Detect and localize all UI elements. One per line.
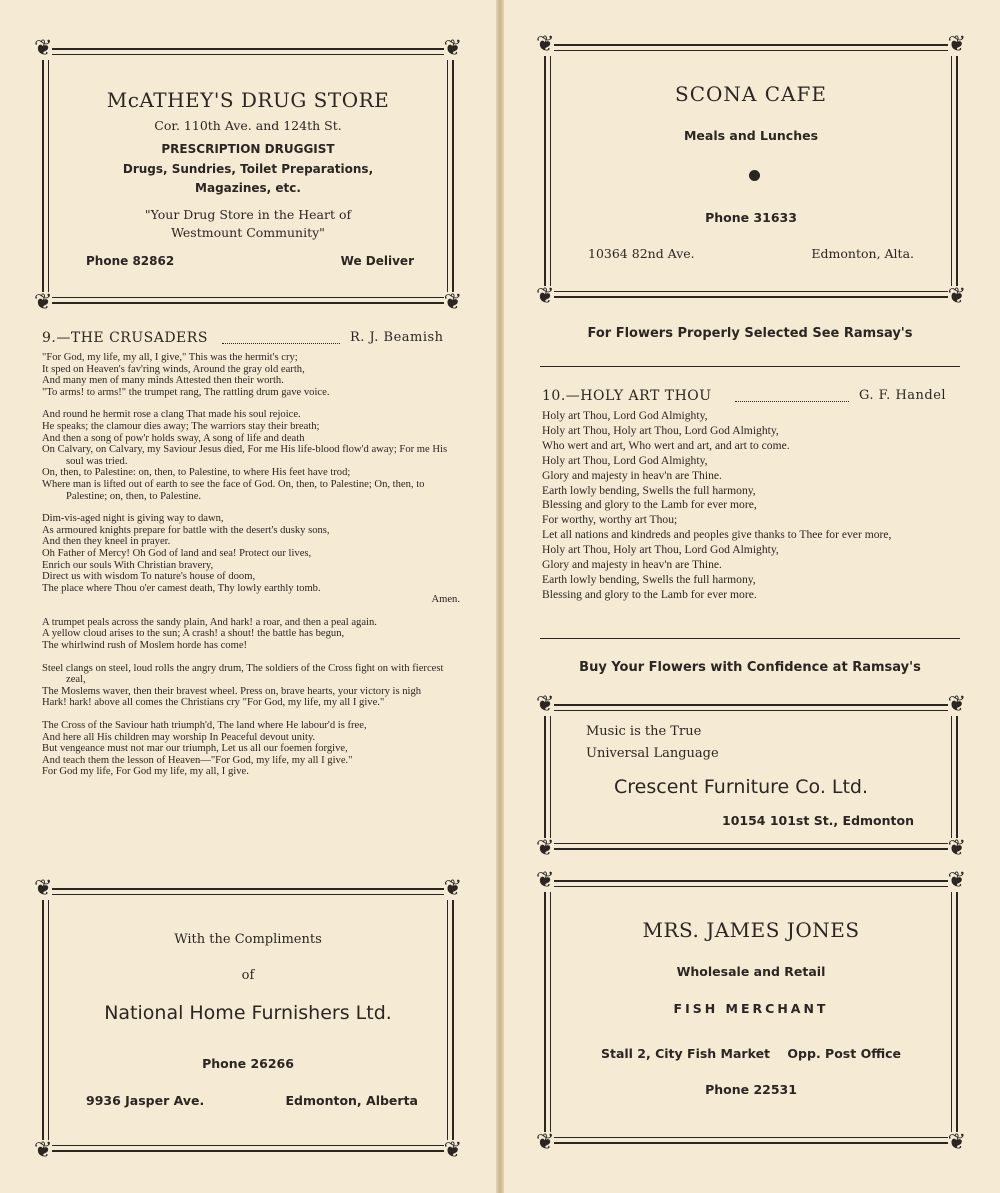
song-9-title: 9.—THE CRUSADERS — [42, 330, 208, 346]
lyric-line: Steel clangs on steel, loud rolls the angry drum, The soldiers of the Cross fight on with fiercest zeal, — [42, 662, 444, 686]
lyric-line: On Calvary, on Calvary, my Saviour Jesus died, For me His life-blood flow'd away; For me His soul was tried. — [42, 444, 448, 467]
stanza — [42, 720, 460, 778]
song-9-lyrics — [42, 352, 460, 789]
scona-name: SCONA CAFE — [675, 82, 827, 106]
compliments-of: of — [241, 968, 255, 983]
scona-ad — [536, 32, 966, 309]
lyric-line: Oh Father of Mercy! Oh God of land and sea! Protect our lives, — [42, 547, 312, 559]
lyric-line: Hark! hark! above all comes the Christians cry "For God, my life, my all I give." — [42, 697, 385, 709]
ramsay-ad-1: For Flowers Properly Selected See Ramsay's — [587, 326, 913, 341]
corner-ornament-icon: ❦ — [947, 284, 966, 309]
lyric-line: He speaks; the clamour dies away; The warriors stay their breath; — [42, 420, 320, 432]
corner-ornament-icon: ❦ — [34, 36, 53, 61]
corner-ornament-icon: ❦ — [443, 876, 462, 901]
song-9-author: R. J. Beamish — [350, 330, 444, 345]
title-leader-dots — [222, 343, 340, 344]
scona-phone: Phone 31633 — [705, 210, 797, 225]
lyric-line: Holy art Thou, Lord God Almighty, — [542, 453, 708, 467]
lyric-line: "To arms! to arms!" the trumpet rang, The rattling drum gave voice. — [42, 386, 330, 398]
store-slogan2: Westmount Community" — [171, 225, 325, 240]
lyric-line: It sped on Heaven's fav'ring winds, Around the gray old earth, — [42, 363, 305, 375]
lyric-line: The whirlwind rush of Moslem horde has come! — [42, 640, 248, 652]
jones-line1: Wholesale and Retail — [676, 964, 826, 979]
crescent-name: Crescent Furniture Co. Ltd. — [614, 776, 869, 798]
lyric-line: Glory and majesty in heav'n are Thine. — [542, 558, 722, 572]
divider — [540, 638, 960, 639]
store-line1: PRESCRIPTION DRUGGIST — [161, 142, 335, 156]
corner-ornament-icon: ❦ — [443, 36, 462, 61]
lyric-line: Let all nations and kindreds and peoples give thanks to Thee for ever more, — [542, 528, 892, 542]
ramsay-ad-2: Buy Your Flowers with Confidence at Ramsay's — [579, 660, 921, 675]
amen: Amen. — [431, 594, 460, 606]
corner-ornament-icon: ❦ — [536, 692, 555, 717]
lyric-line: And round he hermit rose a clang That made his soul rejoice. — [42, 409, 301, 421]
title-leader-dots — [735, 401, 849, 402]
store-line3: Magazines, etc. — [195, 181, 301, 195]
crescent-motto2: Universal Language — [586, 746, 719, 761]
national-phone: Phone 26266 — [202, 1056, 294, 1071]
store-name: McATHEY'S DRUG STORE — [106, 88, 390, 112]
store-slogan1: "Your Drug Store in the Heart of — [144, 207, 352, 222]
lyric-line: On, then, to Palestine: on, then, to Palestine, to where His feet have trod; — [42, 467, 351, 479]
lyric-line: And then a song of pow'r holds sway, A song of life and death — [42, 432, 305, 444]
lyric-line: Dim-vis-aged night is giving way to dawn, — [42, 513, 224, 525]
store-phone: Phone 82862 — [86, 254, 175, 268]
corner-ornament-icon: ❦ — [536, 1130, 555, 1155]
stanza — [42, 663, 460, 709]
scona-address: 10364 82nd Ave. — [588, 246, 695, 261]
lyric-line: "For God, my life, my all, I give," This was the hermit's cry; — [42, 352, 298, 363]
lyric-line: As armoured knights prepare for battle with the desert's dusky sons, — [42, 524, 330, 536]
lyric-line: Holy art Thou, Lord God Almighty, — [542, 409, 708, 422]
song-10-lyrics — [542, 409, 960, 603]
song-10-title: 10.—HOLY ART THOU — [542, 388, 712, 404]
national-address: 9936 Jasper Ave. — [86, 1093, 205, 1108]
scona-tagline: Meals and Lunches — [683, 128, 819, 143]
corner-ornament-icon: ❦ — [947, 836, 966, 861]
corner-ornament-icon: ❦ — [536, 836, 555, 861]
bullet-dot-icon — [749, 170, 760, 181]
store-address: Cor. 110th Ave. and 124th St. — [154, 118, 342, 133]
lyric-line: Direct us with wisdom To nature's house of doom, — [42, 571, 256, 583]
corner-ornament-icon: ❦ — [34, 876, 53, 901]
corner-ornament-icon: ❦ — [443, 290, 462, 315]
lyric-line: Blessing and glory to the Lamb for ever more. — [542, 587, 757, 601]
stanza — [42, 352, 460, 398]
corner-ornament-icon: ❦ — [947, 1130, 966, 1155]
lyric-line: A trumpet peals across the sandy plain, And hark! a roar, and then a peal again. — [42, 616, 377, 628]
lyric-line: And here all His children may worship In Peaceful devout unity. — [42, 731, 316, 743]
lyric-line: But vengeance must not mar our triumph, Let us all our foemen forgive, — [42, 743, 348, 755]
lyric-line: Who wert and art, Who wert and art, and art to come. — [542, 438, 790, 452]
crescent-address: 10154 101st St., Edmonton — [722, 813, 914, 828]
lyric-line: And teach them the lesson of Heaven—"For God, my life, my all I give." — [42, 754, 353, 766]
jones-name: MRS. JAMES JONES — [642, 918, 860, 942]
lyric-line: And many men of many minds Attested then their worth. — [42, 375, 284, 387]
lyric-line: For worthy, worthy art Thou; — [542, 513, 678, 527]
national-ad — [34, 876, 462, 1163]
jones-phone: Phone 22531 — [705, 1082, 797, 1097]
page-gutter — [496, 0, 504, 1193]
lyric-line: The Moslems waver, then their bravest wheel. Press on, brave hearts, your victory is nigh — [42, 685, 422, 697]
lyric-line: Earth lowly bending, Swells the full harmony, — [542, 572, 756, 586]
stanza — [42, 513, 460, 594]
lyric-line: Glory and majesty in heav'n are Thine. — [542, 468, 722, 482]
divider — [540, 366, 960, 367]
song-10-author: G. F. Handel — [859, 388, 947, 403]
lyric-line: And then they kneel in prayer. — [42, 536, 171, 548]
lyric-line: The place where Thou o'er camest death, Thy lowly earthly tomb. — [42, 582, 321, 594]
jones-line2: FISH MERCHANT — [673, 1001, 829, 1016]
lyric-line: Earth lowly bending, Swells the full harmony, — [542, 483, 756, 497]
mcathey-ad — [34, 36, 462, 315]
compliments: With the Compliments — [174, 932, 322, 947]
lyric-line: Enrich our souls With Christian bravery, — [42, 559, 214, 571]
national-city: Edmonton, Alberta — [285, 1093, 418, 1108]
corner-ornament-icon: ❦ — [947, 692, 966, 717]
lyric-line: The Cross of the Saviour hath triumph'd, The land where He labour'd is free, — [42, 720, 367, 732]
lyric-line: Holy art Thou, Holy art Thou, Lord God Almighty, — [542, 423, 779, 437]
corner-ornament-icon: ❦ — [536, 284, 555, 309]
corner-ornament-icon: ❦ — [443, 1138, 462, 1163]
scona-city: Edmonton, Alta. — [811, 246, 914, 261]
corner-ornament-icon: ❦ — [536, 868, 555, 893]
lyric-line: Where man is lifted out of earth to see the face of God. On, then, to Palestine; On, then, to Palestine; on, then, to Palestine. — [42, 478, 425, 502]
stanza — [42, 409, 460, 502]
national-name: National Home Furnishers Ltd. — [104, 1002, 392, 1024]
store-deliver: We Deliver — [340, 254, 414, 268]
lyric-line: For God my life, For God my life, my all, I give. — [42, 766, 249, 778]
jones-line3: Stall 2, City Fish Market Opp. Post Office — [600, 1046, 902, 1061]
stanza — [42, 617, 460, 652]
corner-ornament-icon: ❦ — [34, 290, 53, 315]
store-line2: Drugs, Sundries, Toilet Preparations, — [122, 162, 374, 176]
lyric-line: Holy art Thou, Holy art Thou, Lord God Almighty, — [542, 543, 779, 557]
corner-ornament-icon: ❦ — [947, 868, 966, 893]
jones-ad — [536, 868, 966, 1155]
crescent-motto1: Music is the True — [586, 724, 702, 739]
corner-ornament-icon: ❦ — [947, 32, 966, 57]
lyric-line: Blessing and glory to the Lamb for ever more, — [542, 498, 757, 512]
lyric-line: A yellow cloud arises to the sun; A crash! a shout! the battle has begun, — [42, 628, 345, 640]
corner-ornament-icon: ❦ — [34, 1138, 53, 1163]
corner-ornament-icon: ❦ — [536, 32, 555, 57]
crescent-ad — [536, 692, 966, 861]
